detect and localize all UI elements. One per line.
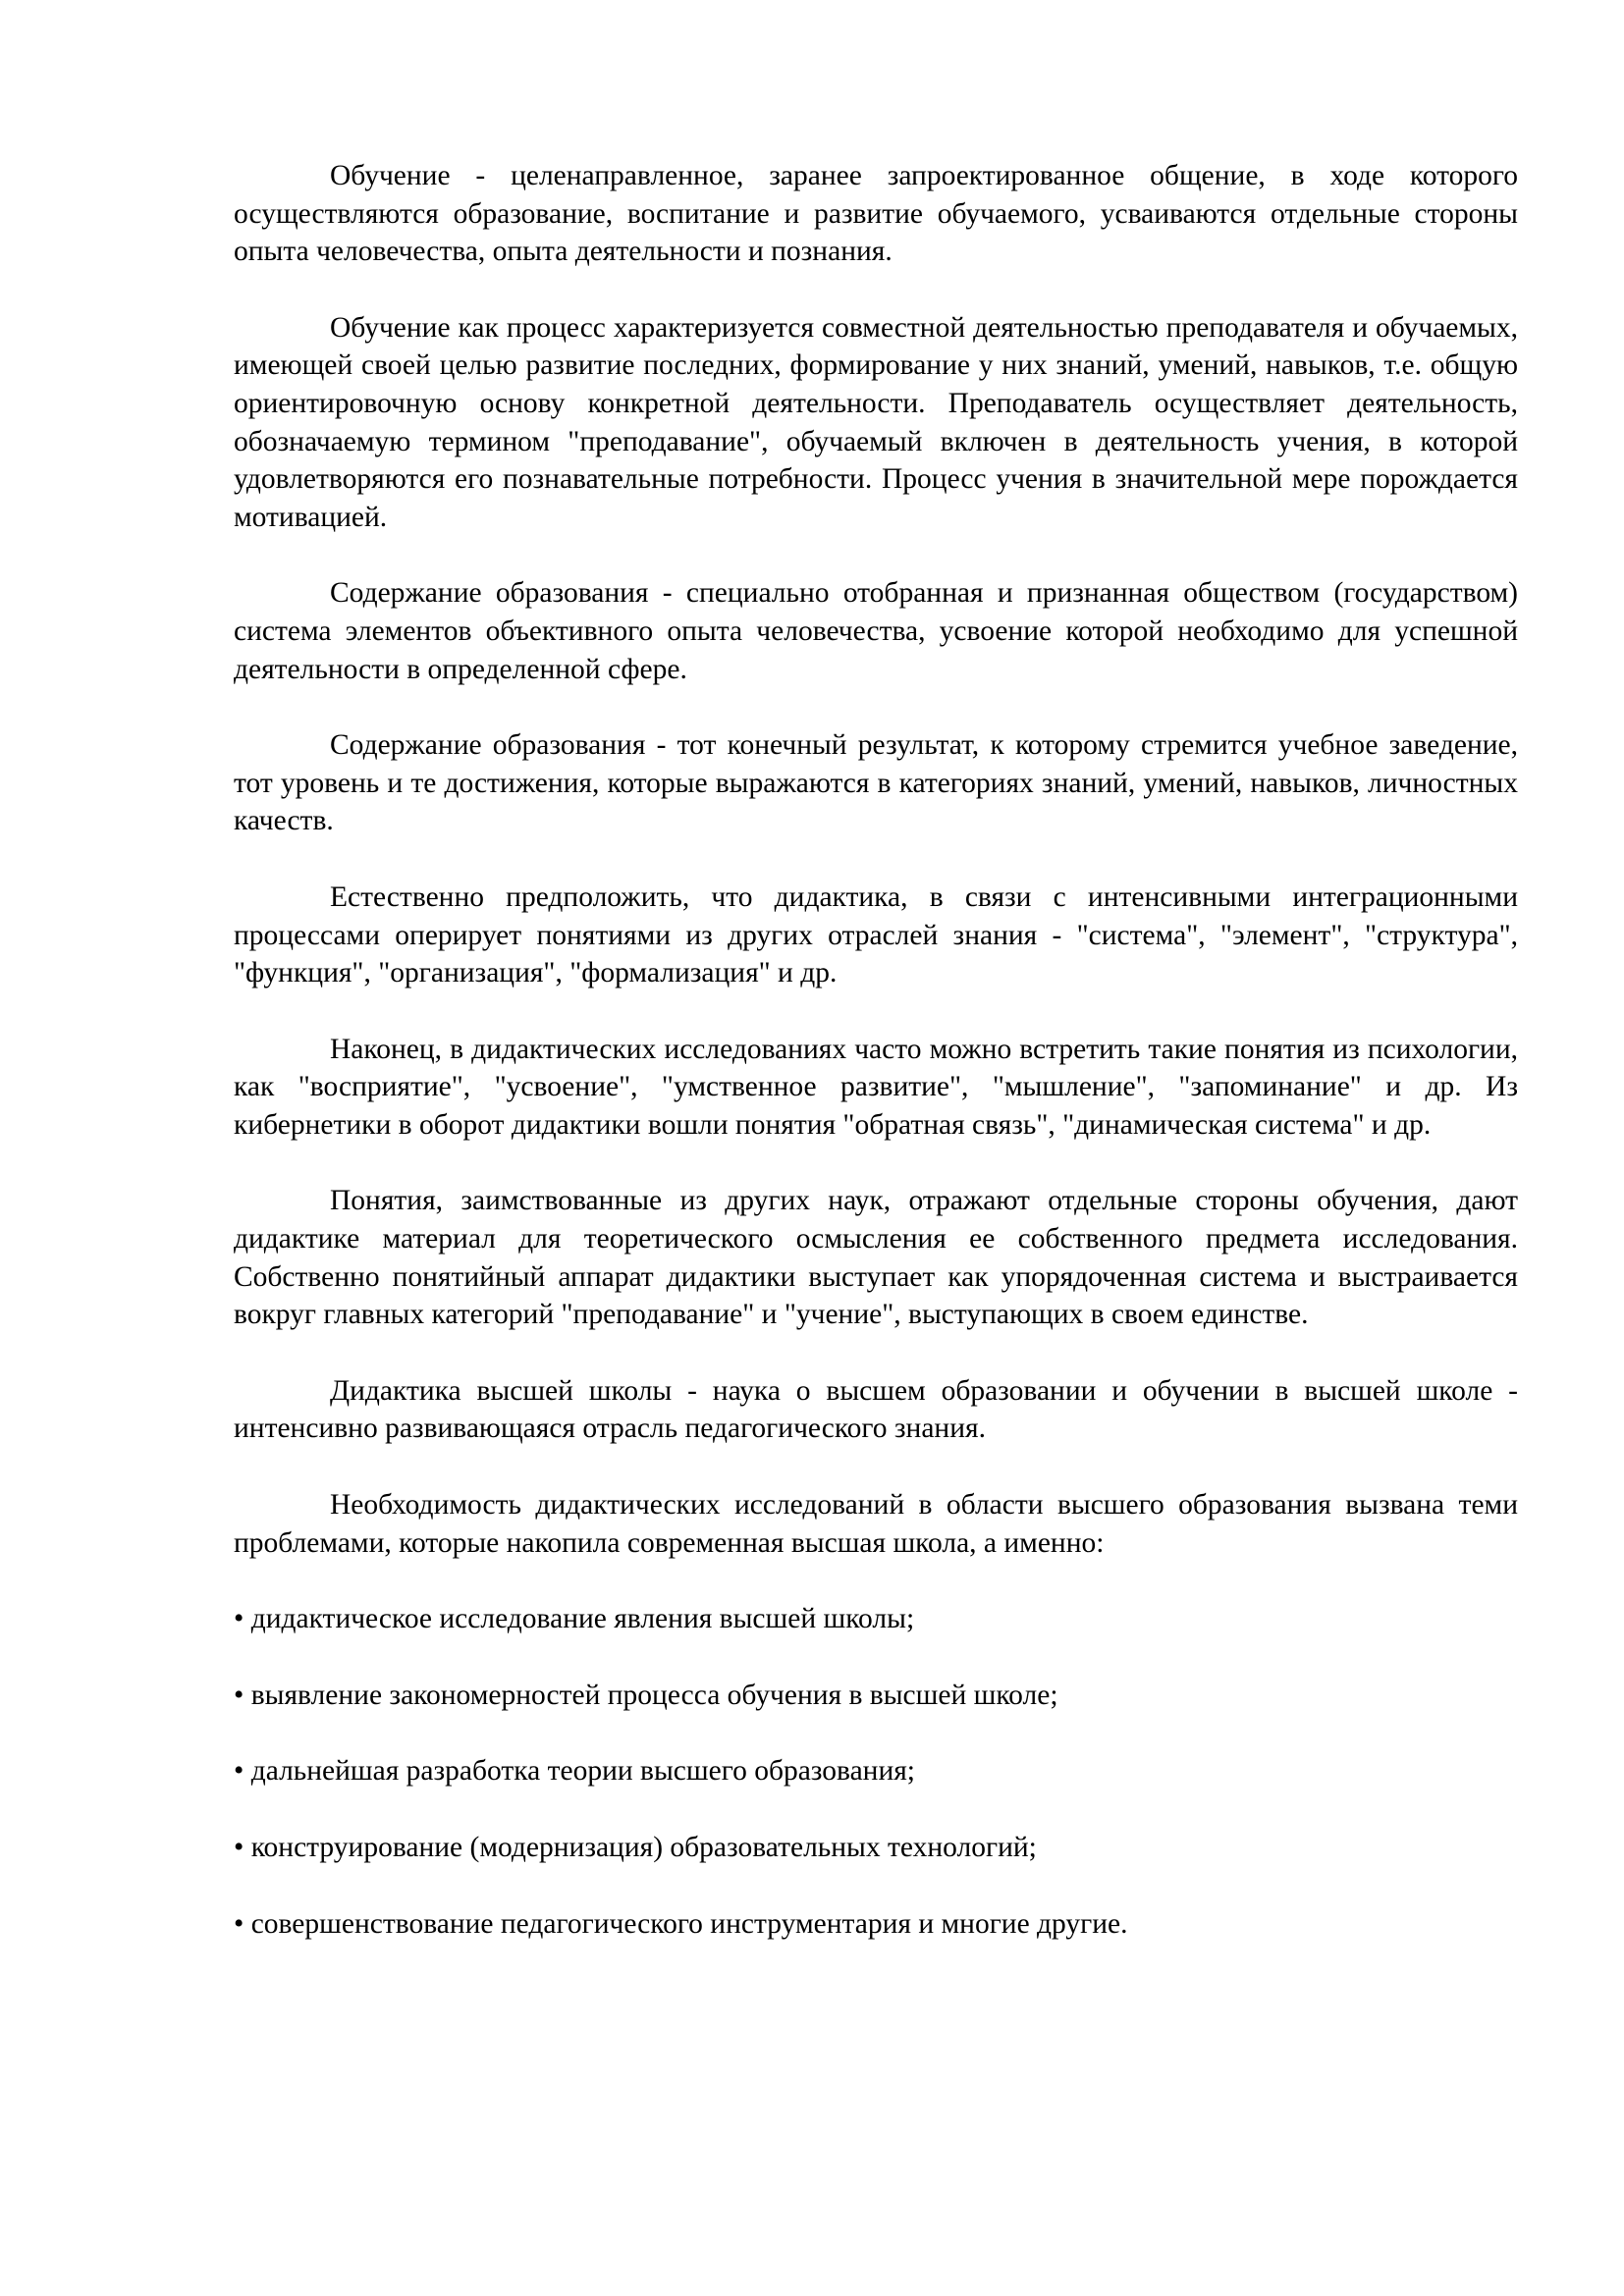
paragraph-learning-definition: Обучение - целенаправленное, заранее запроектированное общение, в ходе которого осуществляются образование, воспитание и развитие обучаемого, усваиваются отдельные стороны опыта человечества, опыта деятельности и познания. bbox=[234, 160, 1518, 268]
paragraph-learning-process: Обучение как процесс характеризуется совместной деятельностью преподавателя и обучаемых, имеющей своей целью развитие последних, формирование у них знаний, умений, навыков, т.е. общую ориентировочную основу конкретной деятельности. Преподаватель осуществляет деятельность, обозначаемую термином "преподавание", обучаемый включен в деятельность учения, в которой удовлетворяются его познавательные потребности. Процесс учения в значительной мере порождается мотивацией. bbox=[234, 311, 1518, 533]
bullet-icon: • bbox=[234, 1832, 244, 1863]
bullet-icon: • bbox=[234, 1679, 244, 1711]
paragraph-borrowed-concepts: Понятия, заимствованные из других наук, отражают отдельные стороны обучения, дают дидактике материал для теоретического осмысления ее собственного предмета исследования. Собственно понятийный аппарат дидактики выступает как упорядоченная система и выстраивается вокруг главных категорий "преподавание" и "учение", выступающих в своем единстве. bbox=[234, 1185, 1518, 1331]
paragraph-education-content-result: Содержание образования - тот конечный результат, к которому стремится учебное заведение, тот уровень и те достижения, которые выражаются в категориях знаний, умений, навыков, личностных качеств. bbox=[234, 729, 1518, 837]
paragraph-education-content-definition: Содержание образования - специально отобранная и признанная обществом (государством) система элементов объективного опыта человечества, усвоение которой необходимо для успешной деятельности в определенной сфере. bbox=[234, 577, 1518, 685]
list-item bbox=[234, 1677, 1518, 1715]
bullet-icon: • bbox=[234, 1755, 244, 1788]
list-item bbox=[234, 1829, 1518, 1867]
list-item-text: выявление закономерностей процесса обучения в высшей школе; bbox=[250, 1679, 1058, 1711]
paragraph-research-necessity: Необходимость дидактических исследований в области высшего образования вызвана теми проблемами, которые накопила современная высшая школа, а именно: bbox=[234, 1489, 1518, 1559]
list-item bbox=[234, 1752, 1518, 1790]
bullet-icon: • bbox=[234, 1907, 244, 1940]
paragraph-psychology-concepts: Наконец, в дидактических исследованиях часто можно встретить такие понятия из психологии, как "восприятие", "усвоение", "умственное развитие", "мышление", "запоминание" и др. Из кибернетики в оборот дидактики вошли понятия "обратная связь", "динамическая система" и др. bbox=[234, 1033, 1518, 1141]
document-body bbox=[234, 157, 1518, 1981]
bullet-icon: • bbox=[234, 1603, 244, 1635]
list-item bbox=[234, 1600, 1518, 1638]
list-item-text: совершенствование педагогического инструментария и многие другие. bbox=[250, 1907, 1128, 1940]
list-item-text: конструирование (модернизация) образовательных технологий; bbox=[250, 1832, 1037, 1863]
problems-list bbox=[234, 1600, 1518, 1943]
list-item-text: дальнейшая разработка теории высшего образования; bbox=[250, 1755, 915, 1788]
list-item bbox=[234, 1905, 1518, 1944]
paragraph-didactics-concepts: Естественно предположить, что дидактика, в связи с интенсивными интеграционными процессами оперирует понятиями из других отраслей знания - "система", "элемент", "структура", "функция", "организация", "формализация" и др. bbox=[234, 881, 1518, 989]
list-item-text: дидактическое исследование явления высшей школы; bbox=[250, 1603, 915, 1635]
paragraph-higher-school-didactics: Дидактика высшей школы - наука о высшем образовании и обучении в высшей школе - интенсивно развивающаяся отрасль педагогического знания. bbox=[234, 1374, 1518, 1445]
